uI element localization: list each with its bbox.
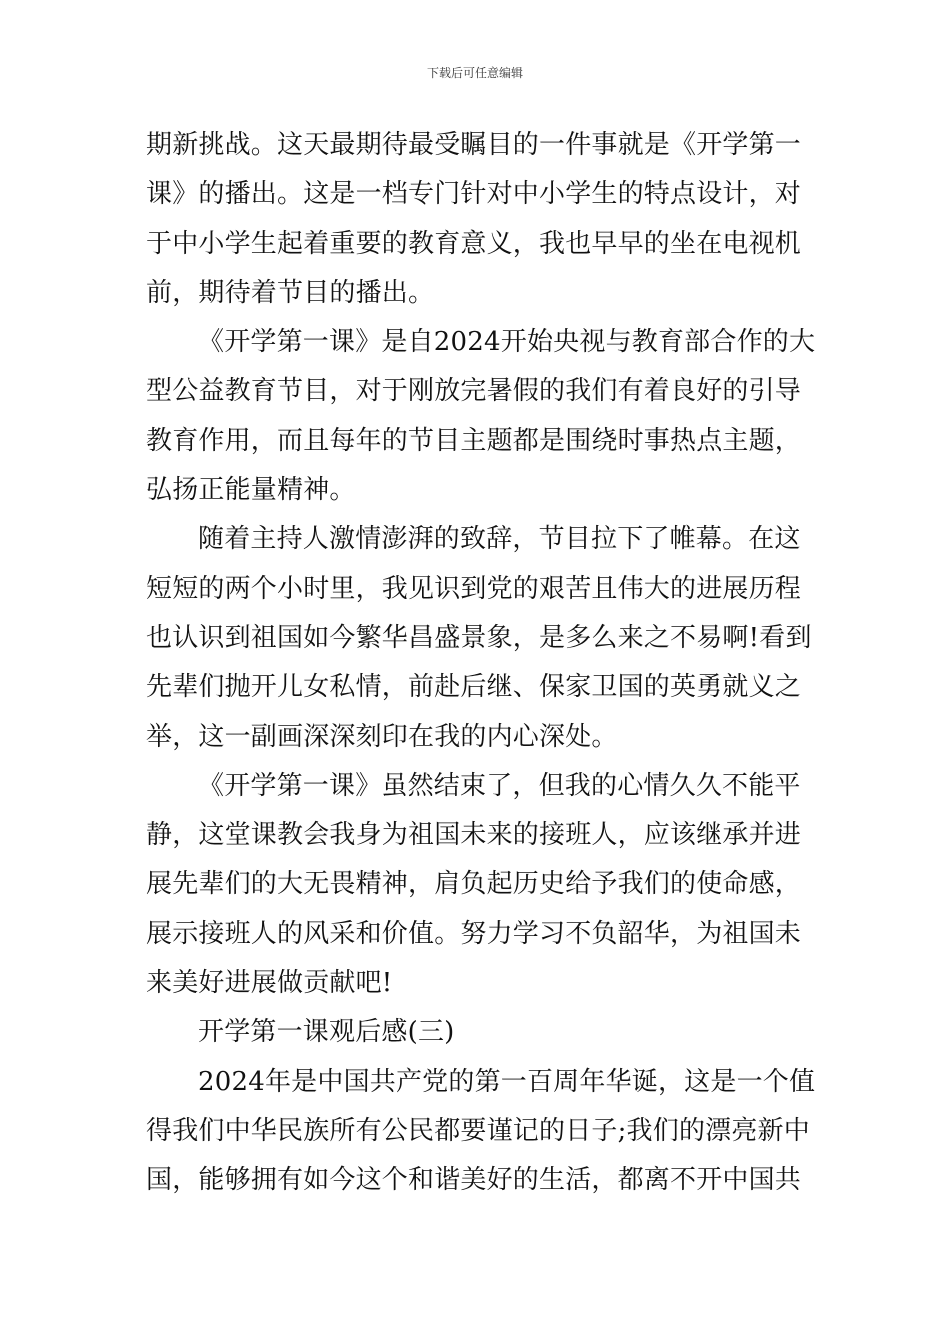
text-line: 静，这堂课教会我身为祖国未来的接班人，应该继承并进	[146, 820, 802, 851]
text-line: 短短的两个小时里，我见识到党的艰苦且伟大的进展历程	[146, 573, 802, 604]
text-line: 先辈们抛开儿女私情，前赴后继、保家卫国的英勇就义之	[146, 672, 802, 703]
text-line: 来美好进展做贡献吧!	[146, 968, 393, 999]
document-body	[146, 121, 816, 1206]
text-line: 国，能够拥有如今这个和谐美好的生活，都离不开中国共	[146, 1165, 802, 1196]
text-line: 于中小学生起着重要的教育意义，我也早早的坐在电视机	[146, 228, 802, 259]
paragraph-first-line: 《开学第一课》虽然结束了，但我的心情久久不能平	[198, 770, 801, 801]
text-line: 课》的播出。这是一档专门针对中小学生的特点设计，对	[146, 179, 802, 210]
text-line: 展示接班人的风采和价值。努力学习不负韶华，为祖国未	[146, 918, 802, 949]
page-header: 下载后可任意编辑	[426, 66, 523, 80]
paragraph-first-line: 随着主持人激情澎湃的致辞，节目拉下了帷幕。在这	[198, 524, 801, 555]
text-line: 型公益教育节目，对于刚放完暑假的我们有着良好的引导	[146, 376, 802, 407]
paragraph-first-line: 2024年是中国共产党的第一百周年华诞，这是一个值	[198, 1066, 816, 1097]
text-line: 教育作用，而且每年的节目主题都是围绕时事热点主题，	[146, 425, 802, 456]
text-line: 期新挑战。这天最期待最受瞩目的一件事就是《开学第一	[146, 130, 802, 160]
text-line: 得我们中华民族所有公民都要谨记的日子;我们的漂亮新中	[146, 1115, 810, 1146]
text-line: 也认识到祖国如今繁华昌盛景象，是多么来之不易啊!看到	[146, 622, 812, 653]
text-line: 弘扬正能量精神。	[146, 475, 356, 506]
text-line: 展先辈们的大无畏精神，肩负起历史给予我们的使命感，	[146, 869, 802, 900]
section-heading: 开学第一课观后感(三)	[198, 1017, 455, 1048]
paragraph-first-line: 《开学第一课》是自2024开始央视与教育部合作的大	[198, 327, 816, 358]
text-line: 举，这一副画深深刻印在我的内心深处。	[146, 721, 618, 752]
text-line: 前，期待着节目的播出。	[146, 277, 435, 308]
